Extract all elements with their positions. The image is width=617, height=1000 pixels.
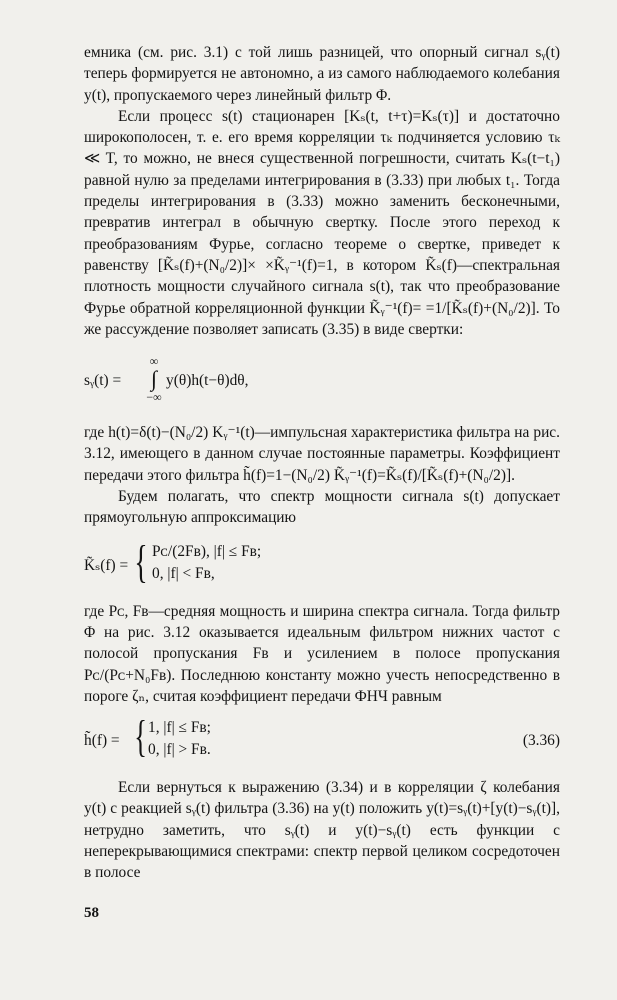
formula3-case-2: 0, |f| > Fв. (148, 741, 211, 759)
integral-sign (142, 354, 166, 404)
formula1-lhs: sᵧ(t) = (84, 372, 122, 390)
paragraph-5: где Pᴄ, Fв—средняя мощность и ширина спектра сигнала. Тогда фильтр Φ на рис. 3.12 оказывается идеальным фильтром нижних частот с полосой пропускания Fв и усилением в полосе пропускания Pᴄ/(Pᴄ+N₀Fв). Последнюю константу можно учесть непосредственно в пороге ζₙ, считая коэффициент передачи ФНЧ равным (84, 602, 560, 705)
formula2-case-1: Pᴄ/(2Fв), |f| ≤ Fв; (152, 542, 262, 560)
formula1-rhs: y(θ)h(t−θ)dθ, (166, 372, 249, 390)
integral-lower-limit: −∞ (146, 390, 162, 405)
formula2-case-2: 0, |f| < Fв, (152, 564, 215, 582)
page-number: 58 (84, 905, 99, 921)
formula2-brace: { (134, 535, 148, 587)
formula2-lhs: K̃ₛ(f) = (84, 556, 129, 574)
convolution-formula (84, 354, 560, 408)
filter-gain-formula (84, 712, 560, 765)
paragraph-2: Если процесс s(t) стационарен [Kₛ(t, t+τ)=Kₛ(τ)] и достаточно широкополосен, т. е. его время корреляции τₖ подчиняется условию τₖ ≪ T, то можно, не внеся существенной погрешности, считать Kₛ(t−t₁) равной нулю за пределами интегрирования в (3.33) при любых t₁. Тогда пределы интегрирования в (3.33) можно заменить бесконечными, превратив интеграл в обычную свертку. После этого переход к преобразованиям Фурье, согласно теореме о свертке, приведет к равенству [K̃ₛ(f)+(N₀/2)]× ×K̃ᵧ⁻¹(f)=1, в котором K̃ₛ(f)—спектральная плотность мощности случайного сигнала s(t), так что преобразование Фурье обратной корреляционной функции K̃ᵧ⁻¹(f)= =1/[K̃ₛ(f)+(N₀/2)]. То же рассуждение позволяет записать (3.35) в виде свертки: (84, 107, 560, 338)
formula3-lhs: h̃(f) = (84, 732, 120, 750)
paragraph-1: емника (см. рис. 3.1) с той лишь разницей, что опорный сигнал sᵧ(t) теперь формируется не автономно, а из самого наблюдаемого колебания y(t), пропускаемого через линейный фильтр Φ. (84, 44, 560, 104)
integral-upper-limit: ∞ (149, 354, 159, 369)
page-text (84, 42, 560, 884)
paragraph-4: Будем полагать, что спектр мощности сигнала s(t) допускает прямоугольную аппроксимацию (84, 488, 560, 527)
paragraph-6: Если вернуться к выражению (3.34) и в корреляции ζ колебания y(t) с реакцией sᵧ(t) фильтра (3.36) на y(t) положить y(t)=sᵧ(t)+[y(t)−sᵧ(t)], нетрудно заметить, что sᵧ(t) и y(t)−sᵧ(t) есть функции с неперекрывающимися спектрами: спектр первой целиком сосредоточен в полосе (84, 779, 560, 882)
integral-symbol: ∫ (150, 366, 158, 392)
formula3-brace: { (134, 712, 147, 762)
equation-number: (3.36) (522, 732, 560, 750)
spectrum-approximation-formula (84, 535, 560, 591)
formula3-case-1: 1, |f| ≤ Fв; (148, 719, 211, 737)
paragraph-3: где h(t)=δ(t)−(N₀/2) Kᵧ⁻¹(t)—импульсная характеристика фильтра на рис. 3.12, имеющего в данном случае постоянные параметры. Коэффициент передачи этого фильтра h̃(f)=1−(N₀/2) K̃ᵧ⁻¹(f)=K̃ₛ(f)/[K̃ₛ(f)+(N₀/2)]. (84, 424, 560, 484)
